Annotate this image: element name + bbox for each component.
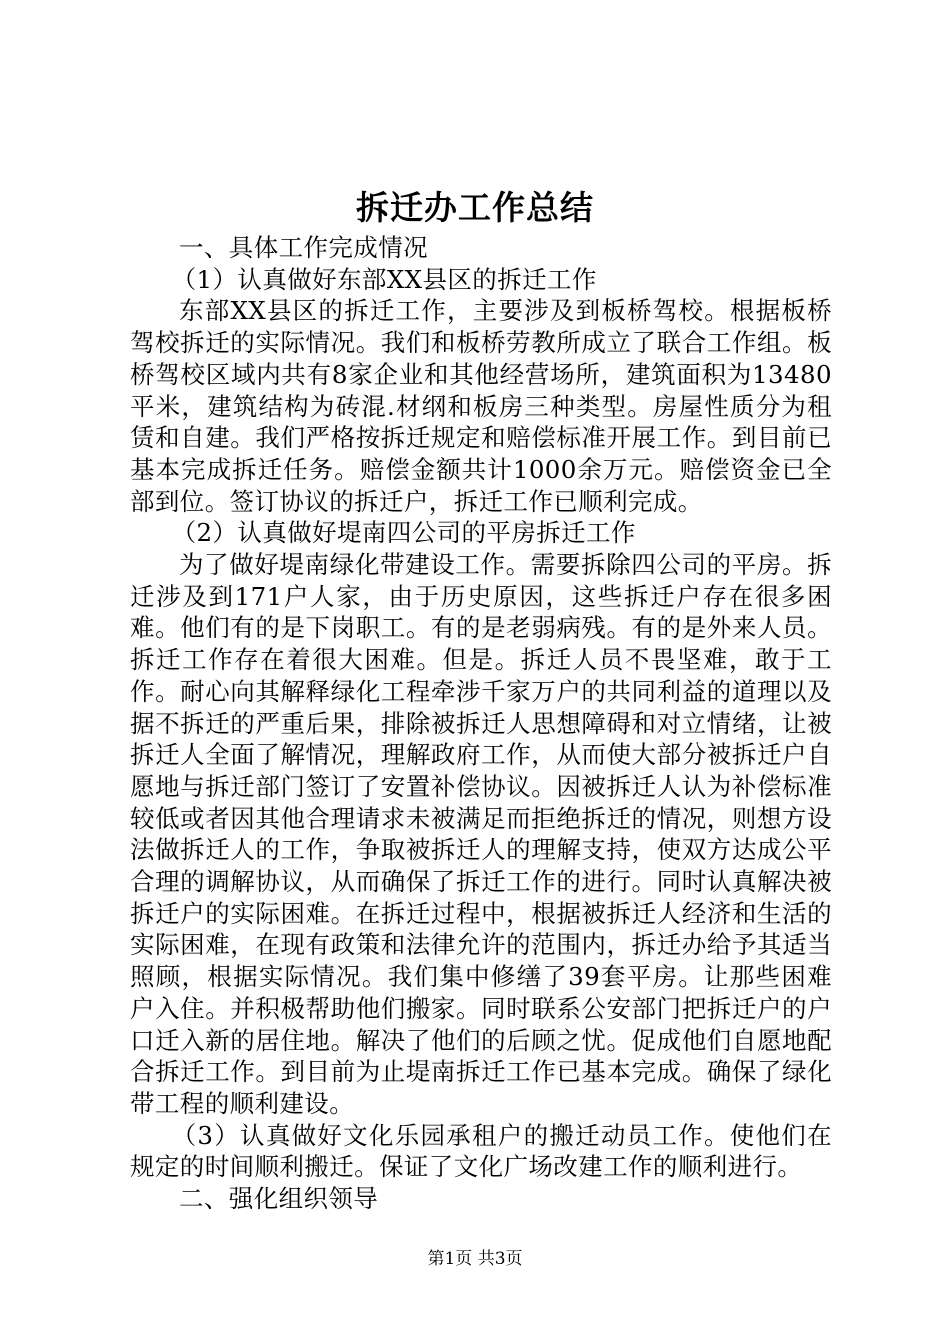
subsection-heading-2: （2）认真做好堤南四公司的平房拆迁工作	[171, 518, 636, 548]
subsection-heading-1: （1）认真做好东部XX县区的拆迁工作	[171, 264, 597, 294]
document-title: 拆迁办工作总结	[356, 188, 594, 227]
page-footer: 第1页 共3页	[427, 1249, 523, 1269]
section-heading-1: 一、具体工作完成情况	[179, 233, 428, 262]
paragraph-2: 为了做好堤南绿化带建设工作。需要拆除四公司的平房。拆迁涉及到171户人家，由于历史原因，这些拆迁户存在很多困难。他们有的是下岗职工。有的是老弱病残。有的是外来人员。拆迁工作存在着很大困难。但是。拆迁人员不畏坚难，敢于工作。耐心向其解释绿化工程牵涉千家万户的共同利益的道理以及据不拆迁的严重后果，排除被拆迁人思想障碍和对立情绪，让被拆迁人全面了解情况，理解政府工作，从而使大部分被拆迁户自愿地与拆迁部门签订了安置补偿协议。因被拆迁人认为补偿标准较低或者因其他合理请求未被满足而拒绝拆迁的情况，则想方设法做拆迁人的工作，争取被拆迁人的理解支持，使双方达成公平合理的调解协议，从而确保了拆迁工作的进行。同时认真解决被拆迁户的实际困难。在拆迁过程中，根据被拆迁人经济和生活的实际困难，在现有政策和法律允许的范围内，拆迁办给予其适当照顾，根据实际情况。我们集中修缮了39套平房。让那些困难户入住。并积极帮助他们搬家。同时联系公安部门把拆迁户的户口迁入新的居住地。解决了他们的后顾之忧。促成他们自愿地配合拆迁工作。到目前为止堤南拆迁工作已基本完成。确保了绿化带工程的顺利建设。	[130, 550, 832, 1118]
section-heading-2: 二、强化组织领导	[179, 1184, 379, 1214]
paragraph-3: （3）认真做好文化乐园承租户的搬迁动员工作。使他们在规定的时间顺利搬迁。保证了文化广场改建工作的顺利进行。	[130, 1120, 832, 1182]
document-body	[130, 232, 832, 1215]
paragraph-1: 东部XX县区的拆迁工作，主要涉及到板桥驾校。根据板桥驾校拆迁的实际情况。我们和板桥劳教所成立了联合工作组。板桥驾校区域内共有8家企业和其他经营场所，建筑面积为13480平米，建筑结构为砖混.材纲和板房三种类型。房屋性质分为租赁和自建。我们严格按拆迁规定和赔偿标准开展工作。到目前已基本完成拆迁任务。赔偿金额共计1000余万元。赔偿资金已全部到位。签订协议的拆迁户，拆迁工作已顺利完成。	[130, 296, 832, 516]
